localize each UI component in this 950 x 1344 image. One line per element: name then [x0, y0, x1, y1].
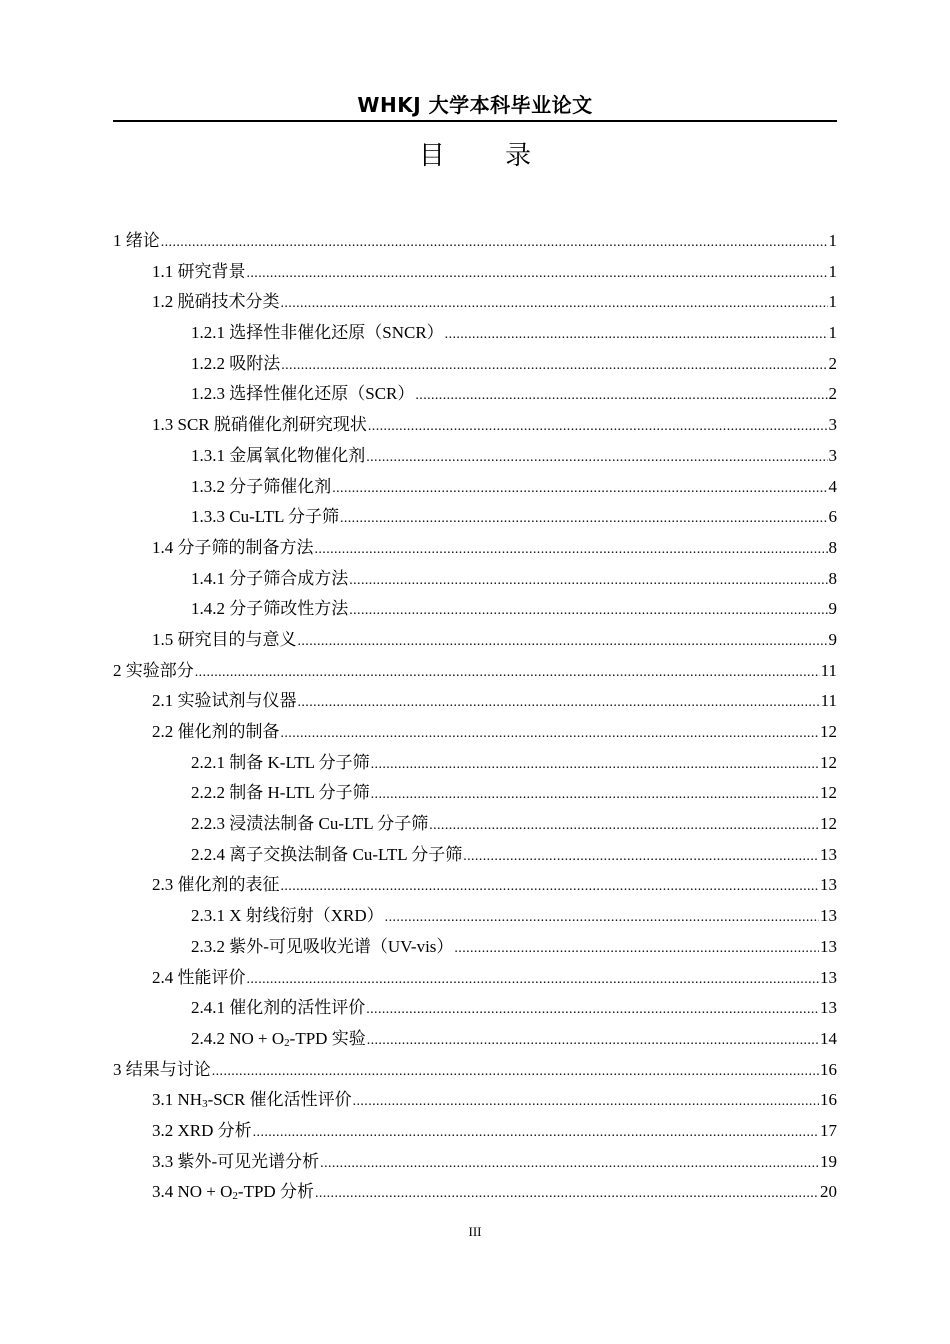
toc-entry-title	[113, 656, 194, 687]
toc-entry-title-text: 1.4.2 分子筛改性方法	[191, 599, 349, 619]
toc-entry-page: 13	[820, 844, 837, 864]
toc-entry-title	[191, 993, 365, 1024]
toc-entry[interactable]	[113, 717, 837, 748]
toc-entry[interactable]	[113, 1147, 837, 1178]
toc-entry-title	[191, 379, 414, 410]
toc-entry[interactable]	[113, 410, 837, 441]
dot-leader	[315, 1179, 819, 1210]
toc-entry-title-text: 1.1 研究背景	[152, 261, 246, 281]
toc-entry-title-text: 3.2 XRD 分析	[152, 1120, 252, 1140]
toc-entry-title-text: 1.4 分子筛的制备方法	[152, 537, 314, 557]
toc-entry-title-text: 1.2.2 吸附法	[191, 353, 281, 373]
toc-entry-title	[191, 441, 365, 472]
toc-entry-title	[113, 1055, 211, 1086]
toc-entry-title	[152, 963, 246, 994]
dot-leader	[349, 596, 827, 627]
dot-leader	[415, 381, 827, 412]
toc-entry[interactable]	[113, 748, 837, 779]
toc-entry-title	[191, 318, 444, 349]
toc-entry-title	[191, 564, 348, 595]
toc-entry-subscript: 3	[202, 1098, 208, 1111]
toc-entry-title-text: 2.4.1 催化剂的活性评价	[191, 998, 366, 1018]
toc-entry-title	[191, 472, 331, 503]
dot-leader	[366, 995, 819, 1026]
toc-entry[interactable]	[113, 472, 837, 503]
toc-entry-title-text: 3.3 紫外-可见光谱分析	[152, 1151, 320, 1171]
dot-leader	[315, 535, 828, 566]
toc-entry-page: 14	[820, 1028, 837, 1048]
toc-entry[interactable]	[113, 1024, 837, 1055]
toc-entry[interactable]	[113, 226, 837, 257]
table-of-contents	[113, 226, 837, 1208]
toc-entry-title	[152, 717, 280, 748]
toc-entry[interactable]	[113, 441, 837, 472]
toc-entry[interactable]	[113, 594, 837, 625]
toc-entry-title-text: 2.3.1 X 射线衍射（XRD）	[191, 906, 384, 926]
toc-entry-page: 2	[828, 384, 837, 404]
toc-entry-title-text: 1.3.3 Cu-LTL 分子筛	[191, 507, 339, 527]
dot-leader	[195, 658, 820, 689]
toc-entry-title-text: 1.3.2 分子筛催化剂	[191, 476, 332, 496]
toc-entry-title-text: 2.4 性能评价	[152, 967, 246, 987]
toc-entry-title	[191, 594, 348, 625]
toc-entry-title	[152, 533, 314, 564]
toc-entry[interactable]	[113, 257, 837, 288]
toc-entry-page: 12	[820, 783, 837, 803]
toc-entry-title-text: 2.2.2 制备 H-LTL 分子筛	[191, 783, 370, 803]
dot-leader	[454, 934, 819, 965]
toc-entry-title	[191, 349, 280, 380]
dot-leader	[281, 289, 828, 320]
toc-entry-title-text: 2.2.1 制备 K-LTL 分子筛	[191, 752, 370, 772]
toc-entry-title	[191, 502, 339, 533]
toc-entry-title-suffix: -SCR 催化活性评价	[207, 1090, 352, 1110]
toc-entry-title	[191, 932, 453, 963]
toc-entry-page: 4	[828, 476, 837, 496]
toc-entry-title-text: 2.3.2 紫外-可见吸收光谱（UV-vis）	[191, 936, 454, 956]
dot-leader	[371, 780, 819, 811]
toc-entry[interactable]	[113, 686, 837, 717]
toc-entry-title	[152, 287, 280, 318]
toc-entry-page: 11	[820, 660, 837, 680]
toc-entry-page: 8	[828, 537, 837, 557]
toc-entry[interactable]	[113, 656, 837, 687]
page-header	[113, 90, 837, 122]
toc-entry[interactable]	[113, 564, 837, 595]
toc-entry-page: 1	[828, 292, 837, 312]
toc-entry-title	[113, 226, 160, 257]
toc-entry-title	[191, 778, 370, 809]
toc-entry[interactable]	[113, 1085, 837, 1116]
toc-entry-page: 1	[828, 261, 837, 281]
header-title: WHKJ 大学本科毕业论文	[357, 93, 593, 117]
dot-leader	[320, 1149, 819, 1180]
toc-entry-title	[191, 901, 384, 932]
toc-entry-title	[152, 1116, 252, 1147]
toc-entry-page: 9	[828, 629, 837, 649]
toc-entry-title-text: 1.5 研究目的与意义	[152, 629, 297, 649]
toc-entry-title-text: 1.2 脱硝技术分类	[152, 292, 280, 312]
toc-entry-title	[191, 748, 370, 779]
toc-entry-page: 13	[820, 875, 837, 895]
dot-leader	[368, 412, 828, 443]
toc-entry-title	[152, 1177, 314, 1208]
toc-entry-page: 16	[820, 1090, 837, 1110]
toc-entry[interactable]	[113, 625, 837, 656]
toc-entry[interactable]	[113, 379, 837, 410]
toc-entry-title-text: 2.4.2 NO + O	[191, 1028, 285, 1048]
toc-entry-title-text: 3 结果与讨论	[113, 1059, 211, 1079]
toc-entry-page: 9	[828, 599, 837, 619]
dot-leader	[247, 259, 828, 290]
toc-entry-title-suffix: -TPD 实验	[289, 1028, 366, 1048]
toc-entry-title-text: 1.4.1 分子筛合成方法	[191, 568, 349, 588]
toc-entry-title-text: 1.3 SCR 脱硝催化剂研究现状	[152, 415, 367, 435]
toc-entry[interactable]	[113, 318, 837, 349]
toc-entry-page: 13	[820, 998, 837, 1018]
toc-entry-title	[152, 1147, 319, 1178]
toc-entry[interactable]	[113, 1177, 837, 1208]
toc-entry-title-text: 2 实验部分	[113, 660, 194, 680]
toc-entry-page: 12	[820, 752, 837, 772]
toc-entry-title	[152, 625, 297, 656]
toc-entry[interactable]	[113, 993, 837, 1024]
toc-entry[interactable]	[113, 870, 837, 901]
toc-entry[interactable]	[113, 287, 837, 318]
toc-entry-title-suffix: -TPD 分析	[237, 1182, 314, 1202]
toc-entry-title	[152, 870, 280, 901]
dot-leader	[298, 688, 820, 719]
dot-leader	[463, 842, 819, 873]
dot-leader	[212, 1057, 819, 1088]
toc-entry-page: 12	[820, 814, 837, 834]
toc-entry-page: 19	[820, 1151, 837, 1171]
toc-entry-title-text: 2.2.3 浸渍法制备 Cu-LTL 分子筛	[191, 814, 429, 834]
toc-entry-page: 12	[820, 722, 837, 741]
toc-entry[interactable]	[113, 1055, 837, 1086]
dot-leader	[340, 504, 828, 535]
dot-leader	[353, 1087, 819, 1118]
toc-entry-page: 2	[828, 353, 837, 373]
dot-leader	[445, 320, 828, 351]
toc-entry-title-text: 2.3 催化剂的表征	[152, 875, 280, 895]
toc-entry-title	[191, 809, 428, 840]
toc-entry-subscript: 2	[284, 1036, 290, 1049]
toc-entry-page: 1	[828, 323, 837, 343]
dot-leader	[367, 1026, 819, 1057]
toc-entry[interactable]	[113, 932, 837, 963]
dot-leader	[429, 811, 819, 842]
toc-entry-title-text: 1.2.1 选择性非催化还原（SNCR）	[191, 323, 444, 343]
toc-entry-page: 1	[828, 231, 837, 250]
dot-leader	[253, 1118, 819, 1149]
toc-entry-title	[152, 410, 367, 441]
toc-entry-page: 3	[828, 415, 837, 435]
toc-entry-page: 16	[820, 1059, 837, 1079]
toc-entry-page: 8	[828, 568, 837, 588]
toc-entry-page: 17	[820, 1120, 837, 1140]
toc-entry-page: 3	[828, 445, 837, 465]
toc-entry[interactable]	[113, 901, 837, 932]
toc-entry-page: 13	[820, 967, 837, 987]
toc-entry-title	[152, 257, 246, 288]
toc-entry-page: 13	[820, 936, 837, 956]
toc-entry[interactable]	[113, 1116, 837, 1147]
toc-entry-title	[152, 686, 297, 717]
toc-entry-title-text: 1 绪论	[113, 231, 160, 250]
dot-leader	[385, 903, 819, 934]
toc-entry-title	[191, 840, 462, 871]
toc-entry[interactable]	[113, 502, 837, 533]
toc-entry-title-text: 3.4 NO + O	[152, 1182, 233, 1202]
page-number: III	[468, 1224, 482, 1239]
toc-entry-title	[152, 1085, 352, 1116]
toc-entry[interactable]	[113, 778, 837, 809]
toc-entry[interactable]	[113, 533, 837, 564]
toc-entry[interactable]	[113, 349, 837, 380]
toc-entry-subscript: 2	[232, 1190, 238, 1203]
dot-leader	[281, 872, 820, 903]
toc-title: 目 录	[418, 141, 558, 171]
toc-entry-title-text: 3.1 NH	[152, 1090, 203, 1110]
dot-leader	[281, 719, 820, 750]
toc-entry-title-text: 2.1 实验试剂与仪器	[152, 691, 297, 711]
dot-leader	[332, 474, 827, 505]
toc-entry[interactable]	[113, 963, 837, 994]
toc-entry[interactable]	[113, 809, 837, 840]
dot-leader	[247, 965, 820, 996]
dot-leader	[349, 566, 827, 597]
toc-entry-title	[191, 1024, 366, 1055]
toc-entry-page: 6	[828, 507, 837, 527]
dot-leader	[298, 627, 828, 658]
toc-entry-title-text: 1.2.3 选择性催化还原（SCR）	[191, 384, 415, 404]
dot-leader	[161, 228, 828, 259]
toc-entry-title-text: 2.2 催化剂的制备	[152, 722, 280, 741]
toc-entry-page: 13	[820, 906, 837, 926]
toc-entry-title-text: 1.3.1 金属氧化物催化剂	[191, 445, 366, 465]
toc-entry[interactable]	[113, 840, 837, 871]
dot-leader	[371, 750, 819, 781]
dot-leader	[366, 443, 827, 474]
toc-entry-page: 20	[820, 1182, 837, 1202]
toc-entry-title-text: 2.2.4 离子交换法制备 Cu-LTL 分子筛	[191, 844, 463, 864]
toc-entry-page: 11	[820, 691, 837, 711]
dot-leader	[281, 351, 827, 382]
